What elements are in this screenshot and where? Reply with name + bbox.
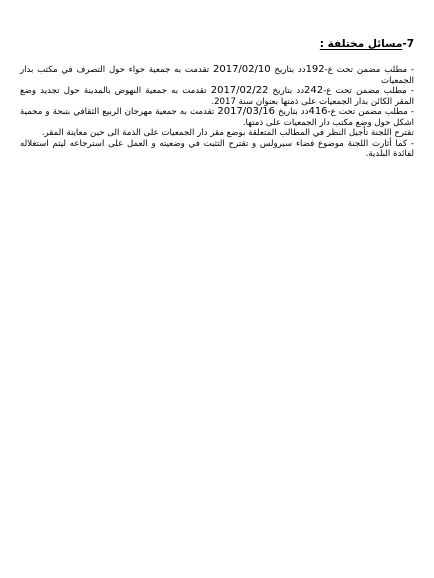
request-item-3 — [20, 107, 414, 128]
request-date-label: دد بتاريخ — [272, 86, 305, 96]
request-item-2 — [20, 86, 414, 107]
request-date: 2017/02/22 — [210, 85, 269, 96]
request-reference: 192 — [305, 64, 325, 75]
request-reference: 416 — [308, 106, 328, 117]
request-text: تقدمت به جمعية مهرجان الربيع الثقافي بتبحة و محمية اشكل حول وضع مكتب دار الجمعيات على ذمتها. — [20, 107, 414, 128]
section-number: 7- — [402, 38, 414, 50]
request-item-1 — [20, 65, 414, 86]
request-prefix: - مطلب مضمن تحت ع- — [323, 86, 415, 96]
request-prefix: - مطلب مضمن تحت ع- — [324, 65, 415, 75]
request-text: تقدمت به جمعية حواء حول التصرف في مكتب بدار الجمعيات — [20, 65, 414, 86]
request-date-label: دد بتاريخ — [278, 107, 309, 117]
request-date-label: دد بتاريخ — [274, 65, 306, 75]
section-title: مسائل مختلفة : — [319, 38, 403, 50]
committee-note-2: - كما أثارت اللجنة موضوع فضاء سيرولس و تقترح التثبت في وضعيته و العمل على استرجاعه ليتم استغلاله لفائدة البلدية. — [20, 138, 414, 159]
request-text: تقدمت به جمعية النهوض بالمدينة حول تجديد وضع المقر الكائن بدار الجمعيات على ذمتها بعنوان سنة 2017. — [20, 86, 414, 107]
committee-note-1: تقترح اللجنة تأجيل النظر في المطالب المتعلقة بوضع مقر دار الجمعيات على الذمة الى حين معاينة المقر. — [41, 128, 414, 138]
request-date: 2017/02/10 — [212, 64, 271, 75]
section-body — [20, 65, 414, 160]
request-date: 2017/03/16 — [217, 106, 275, 117]
section-heading — [320, 38, 414, 50]
request-prefix: - مطلب مضمن تحت ع- — [327, 107, 414, 117]
request-reference: 242 — [304, 85, 324, 96]
